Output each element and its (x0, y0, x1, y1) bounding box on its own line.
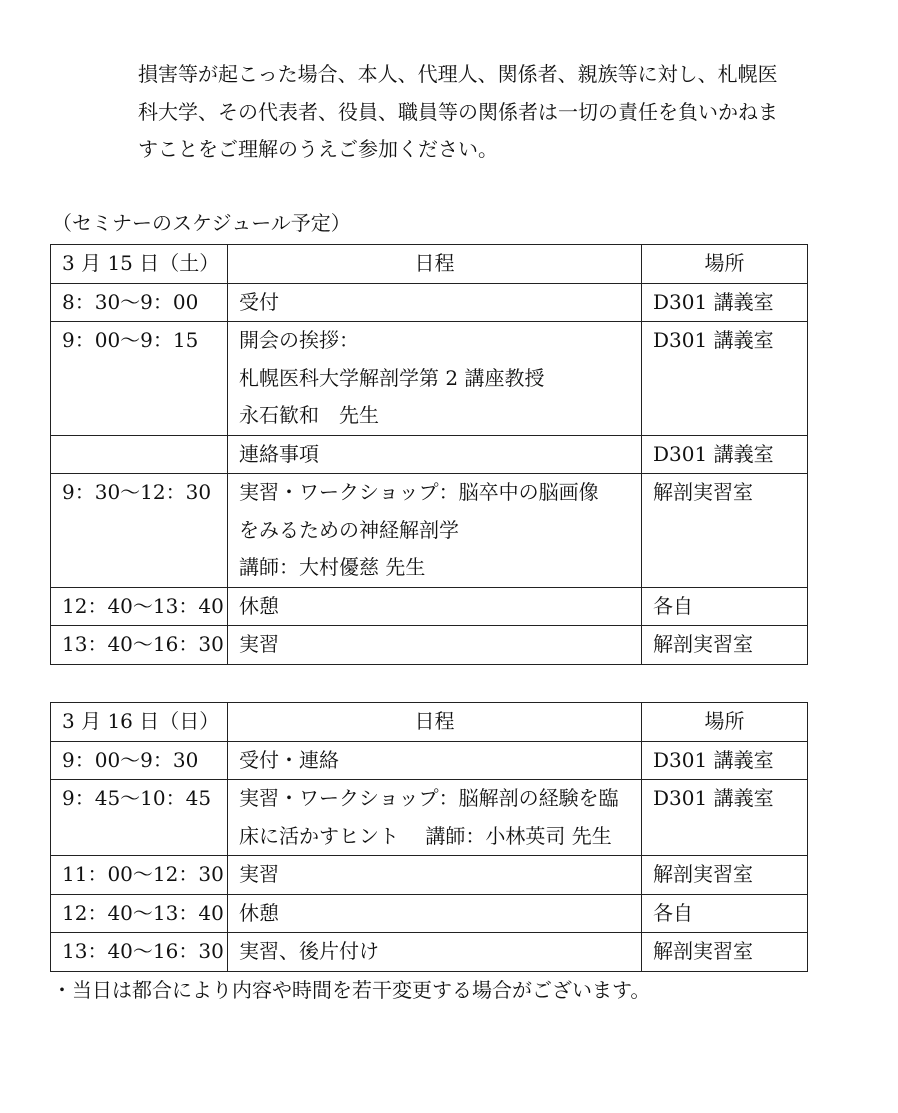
table-row (51, 626, 808, 665)
schedule-table-day2 (50, 702, 808, 972)
table-header-row (51, 245, 808, 284)
intro-paragraph (138, 56, 838, 169)
schedule-table-day1 (50, 244, 808, 665)
schedule-line: 実習・ワークショップ：脳解剖の経験を臨 (239, 786, 619, 810)
schedule-line: 永石歓和 先生 (239, 403, 379, 427)
table-row (51, 322, 808, 436)
schedule-line: 受付 (239, 289, 279, 314)
time-cell: 9：45〜10：45 (51, 780, 228, 856)
time-cell: 9：00〜9：30 (51, 741, 228, 780)
date-header: 3 月 15 日（土） (51, 245, 228, 284)
intro-line: すことをご理解のうえご参加ください。 (138, 137, 498, 161)
place-cell: 解剖実習室 (642, 933, 808, 972)
schedule-line: 開会の挨拶： (239, 328, 359, 352)
schedule-line: 床に活かすヒント 講師：小林英司 先生 (239, 823, 612, 848)
place-cell: 各自 (642, 587, 808, 626)
schedule-cell (228, 435, 642, 474)
date-header: 3 月 16 日（日） (51, 703, 228, 742)
table-row (51, 474, 808, 588)
time-cell: 9：00〜9：15 (51, 322, 228, 436)
schedule-cell (228, 933, 642, 972)
schedule-line: をみるための神経解剖学 (239, 517, 459, 542)
place-cell: 解剖実習室 (642, 856, 808, 895)
place-cell: D301 講義室 (642, 322, 808, 436)
schedule-line: 連絡事項 (239, 441, 319, 466)
schedule-line: 実習 (239, 632, 279, 656)
schedule-cell (228, 741, 642, 780)
time-cell: 12：40〜13：40 (51, 894, 228, 933)
table-row (51, 780, 808, 856)
schedule-line: 実習・ワークショップ：脳卒中の脳画像 (239, 480, 599, 504)
schedule-cell (228, 283, 642, 322)
place-cell: D301 講義室 (642, 741, 808, 780)
schedule-cell (228, 474, 642, 588)
time-cell: 13：40〜16：30 (51, 933, 228, 972)
schedule-header: 日程 (228, 245, 642, 284)
place-header: 場所 (642, 703, 808, 742)
table-row (51, 283, 808, 322)
time-cell (51, 435, 228, 474)
place-cell: D301 講義室 (642, 435, 808, 474)
intro-line: 損害等が起こった場合、本人、代理人、関係者、親族等に対し、札幌医 (138, 62, 778, 86)
table-row (51, 856, 808, 895)
schedule-cell (228, 780, 642, 856)
table-row (51, 435, 808, 474)
schedule-line: 受付・連絡 (239, 747, 339, 772)
table-row (51, 587, 808, 626)
place-cell: D301 講義室 (642, 780, 808, 856)
schedule-cell (228, 856, 642, 895)
schedule-caption: （セミナーのスケジュール予定） (52, 211, 351, 235)
schedule-line: 休憩 (239, 593, 279, 618)
table-header-row (51, 703, 808, 742)
time-cell: 13：40〜16：30 (51, 626, 228, 665)
time-cell: 8：30〜9：00 (51, 283, 228, 322)
table-row (51, 933, 808, 972)
place-cell: D301 講義室 (642, 283, 808, 322)
schedule-cell (228, 894, 642, 933)
intro-line: 科大学、その代表者、役員、職員等の関係者は一切の責任を負いかねま (138, 99, 778, 124)
schedule-line: 実習 (239, 862, 279, 886)
table-row (51, 741, 808, 780)
schedule-header: 日程 (228, 703, 642, 742)
place-header: 場所 (642, 245, 808, 284)
schedule-cell (228, 587, 642, 626)
time-cell: 9：30〜12：30 (51, 474, 228, 588)
place-cell: 解剖実習室 (642, 626, 808, 665)
schedule-cell (228, 626, 642, 665)
place-cell: 各自 (642, 894, 808, 933)
schedule-cell (228, 322, 642, 436)
time-cell: 12：40〜13：40 (51, 587, 228, 626)
place-cell: 解剖実習室 (642, 474, 808, 588)
schedule-line: 講師：大村優慈 先生 (239, 555, 426, 579)
time-cell: 11：00〜12：30 (51, 856, 228, 895)
change-notice: ・当日は都合により内容や時間を若干変更する場合がございます。 (52, 978, 651, 1002)
schedule-line: 札幌医科大学解剖学第 2 講座教授 (239, 365, 545, 390)
schedule-line: 休憩 (239, 900, 279, 925)
schedule-line: 実習、後片付け (239, 939, 379, 963)
table-row (51, 894, 808, 933)
